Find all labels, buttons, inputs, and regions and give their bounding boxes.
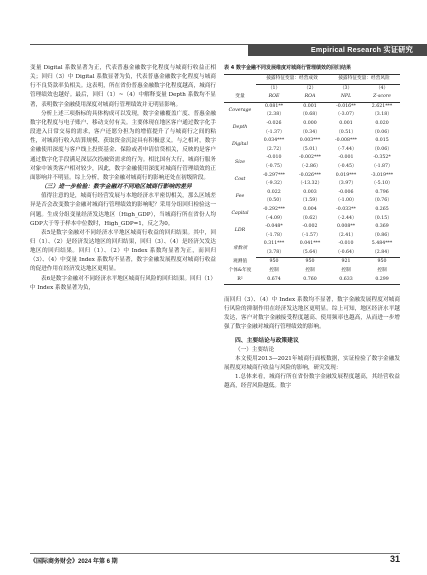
coefficient-cell: 0.041*** bbox=[299, 241, 321, 247]
paragraph: 本文使用2013—2021年城商行面板数据，实证检验了数字金融发展程度对城商行收益与风险的影响，研究发现： bbox=[224, 355, 400, 372]
t-stat-cell: （2.41） bbox=[336, 232, 356, 238]
t-stat-cell: （0.06） bbox=[372, 146, 392, 152]
coefficient-cell: 0.796 bbox=[375, 189, 389, 195]
table-row bbox=[224, 172, 400, 181]
table-footer-row bbox=[224, 276, 400, 285]
table-cell: 0.674 bbox=[256, 276, 292, 285]
t-stat-cell: （-7.44） bbox=[335, 146, 357, 152]
page-number: 31 bbox=[389, 554, 400, 564]
paragraph: 值得注意的是，城商行经营发展与本地经济水平密切相关，那么区域差异是否会改变数字金融对城商行管理绩效的影响呢？采用分组回归检验这一问题。生成分组变量经济发达地区（High_GDP），当城商行所在省份人均GDP大于等于样本中位数时，High_GDP=1，反之为0。 bbox=[30, 193, 216, 227]
table-footer-row bbox=[224, 258, 400, 267]
t-stat-cell: （-1.57） bbox=[299, 232, 321, 238]
coefficient-cell: -0.048* bbox=[265, 224, 283, 230]
t-stat-cell: （2.72） bbox=[264, 146, 284, 152]
t-stat-cell: （5.01） bbox=[300, 146, 320, 152]
t-stat-cell: （0.51） bbox=[336, 129, 356, 135]
table-cell: 921 bbox=[341, 259, 351, 265]
coefficient-cell: 0.001 bbox=[303, 103, 317, 109]
coefficient-cell: -0.001 bbox=[338, 155, 354, 161]
subsection-heading: （一）主要结论 bbox=[235, 346, 275, 353]
coefficient-cell: -0.002*** bbox=[298, 155, 322, 161]
table-row bbox=[224, 102, 400, 111]
table-row bbox=[224, 240, 400, 249]
left-text-column bbox=[30, 64, 216, 293]
t-stat-cell: （-0.75） bbox=[263, 163, 285, 169]
coefficient-cell: -0.026*** bbox=[298, 172, 322, 178]
table-cell: 0.299 bbox=[364, 276, 400, 285]
t-stat-cell: （3.78） bbox=[256, 249, 292, 258]
t-stat-cell: （3.18） bbox=[372, 112, 392, 118]
t-stat-cell: （2.38） bbox=[264, 112, 284, 118]
table-column-header: ROE bbox=[256, 93, 292, 102]
t-stat-cell: （-1.87） bbox=[371, 163, 393, 169]
results-table bbox=[224, 74, 400, 285]
right-text-column bbox=[224, 296, 400, 392]
table-row-label: Coverage bbox=[228, 108, 252, 114]
table-header-row bbox=[224, 93, 400, 102]
t-stat-cell: （2.84） bbox=[364, 249, 400, 258]
coefficient-cell: 2.621*** bbox=[371, 103, 393, 109]
t-stat-cell: （-1.00） bbox=[335, 198, 357, 204]
table-column-number: （3） bbox=[339, 85, 353, 91]
coefficient-cell: 0.003*** bbox=[299, 138, 321, 144]
table-row bbox=[224, 206, 400, 215]
regression-table bbox=[224, 64, 400, 285]
t-stat-cell: （0.62） bbox=[300, 215, 320, 221]
t-stat-cell: （5.64） bbox=[292, 249, 328, 258]
footer-rule bbox=[30, 553, 400, 554]
paragraph: 而回归（3）、（4）中 Index 系数均不显著，数字金融发展程度对城商行风险的抑制作用在经济发达地区更明显。综上可知，地区经济水平越发达，客户对数字金融接受程度越高、使用频率也越高，从而进一步增强了数字金融对城商行管理绩效的影响。 bbox=[224, 297, 400, 331]
t-stat-cell: （3.97） bbox=[336, 181, 356, 187]
table-row-label: 观测值 bbox=[232, 259, 248, 265]
table-cell: 950 bbox=[305, 259, 315, 265]
coefficient-cell: 0.081** bbox=[264, 103, 284, 109]
subsection-heading: （三）进一步检验：数字金融对不同地区城商行影响的差异 bbox=[41, 184, 192, 191]
coefficient-cell: 0.022 bbox=[267, 189, 281, 195]
table-column-number: （1） bbox=[267, 85, 281, 91]
coefficient-cell: -0.026 bbox=[266, 120, 282, 126]
table-column-header: ROA bbox=[292, 93, 328, 102]
t-stat-cell: （-2.44） bbox=[335, 215, 357, 221]
coefficient-cell: 0.008** bbox=[336, 224, 356, 230]
table-column-header: NPL bbox=[328, 93, 364, 102]
table-cell: 950 bbox=[269, 259, 279, 265]
table-cell: 0.760 bbox=[292, 276, 328, 285]
paragraph: 变量 Digital 系数显著为正，代表普惠金融数字化程度与城商行收益正相关；回归（3）中 Digital 系数显著为负，代表普惠金融数字化程度与城商行不良贷款率负相关。这表明，所在省份普惠金融数字化程度越高，城商行管理绩效也越好。最后，回归（1）~（4）中解释变量 Depth 系数均不显著，表明数字金融使用深度对城商行管理绩效并无明显影响。 bbox=[30, 65, 216, 108]
coefficient-cell: 5.484*** bbox=[371, 241, 393, 247]
table-corner-cell bbox=[224, 84, 256, 93]
coefficient-cell: -0.010 bbox=[266, 155, 282, 161]
table-row-label: Size bbox=[235, 159, 245, 165]
coefficient-cell: 0.369 bbox=[375, 224, 389, 230]
coefficient-cell: -0.297*** bbox=[262, 172, 286, 178]
coefficient-cell: 0.004 bbox=[303, 206, 317, 212]
section-header-band: Empirical Research 实证研究 bbox=[248, 44, 427, 56]
table-group-header-row bbox=[224, 75, 400, 85]
t-stat-cell: （-9.32） bbox=[263, 181, 285, 187]
table-row-label: 常数项 bbox=[232, 245, 248, 251]
table-column-number: （2） bbox=[303, 85, 317, 91]
coefficient-cell: -0.352* bbox=[373, 155, 391, 161]
table-group-header: 披露特征变量：经营风险 bbox=[328, 75, 400, 85]
paragraph: 分析上述三项指标的具体构成可以发现，数字金融覆盖广度、普惠金融数字化程度与电子账户、移动支付有关。主要体现在地区客户通过数字化手段进入日常交易的需求，客户还愿分担为的增值提升了与城商行之间的粘性，对城商行收入结算规模、获取资金沉淀具有积极意义。与之相对，数字金融使用深度与客户线上投资基金、保险或者申请信贷相关，反映的是客户通过数字化手段满足深层次投融资需求的行为。相比国有大行，城商行服务对象中该类客户相对较少，因此，数字金融使用深度对城商行管理绩效的正面影响并不明显。综上分析，数字金融对城商行的影响还处在初级阶段。 bbox=[30, 110, 216, 181]
table-column-number: （4） bbox=[375, 85, 389, 91]
table-row-label: LDR bbox=[234, 228, 246, 234]
journal-footer: 《国际商务财会》2024 年第 6 期 bbox=[30, 559, 118, 565]
table-row-label: Fee bbox=[235, 194, 245, 200]
table-colnum-row bbox=[224, 84, 400, 93]
header-rule bbox=[30, 44, 248, 45]
table-cell: 控制 bbox=[377, 268, 387, 274]
t-stat-cell: （0.15） bbox=[372, 215, 392, 221]
t-stat-cell: （0.68） bbox=[300, 112, 320, 118]
coefficient-cell: -0.006 bbox=[338, 189, 354, 195]
paragraph: 表5是数字金融对不同经济水平地区城商行收益的回归结果。其中，回归（1）、（2）是经济发达地区的回归结果，回归（3）、（4）是经济欠发达地区的回归结果。回归（1）、（2）中 Index 系数均显著为正，而回归（3）、（4）中变量 Index 系数均不显著，数字金融发展程度对城商行收益的促进作用在经济发达地区更明显。 bbox=[30, 229, 216, 273]
t-stat-cell: （1.59） bbox=[300, 198, 320, 204]
coefficient-cell: 0.020 bbox=[375, 120, 389, 126]
table-cell: 0.633 bbox=[328, 276, 364, 285]
t-stat-cell: （-0.45） bbox=[335, 163, 357, 169]
coefficient-cell: -0.292*** bbox=[262, 206, 286, 212]
table-cell: 950 bbox=[377, 259, 387, 265]
t-stat-cell: （0.34） bbox=[300, 129, 320, 135]
t-stat-cell: （0.06） bbox=[372, 129, 392, 135]
t-stat-cell: （0.86） bbox=[372, 232, 392, 238]
table-row-label: Cost bbox=[234, 176, 246, 182]
coefficient-cell: 0.000 bbox=[303, 120, 317, 126]
t-stat-cell: （-13.32） bbox=[297, 181, 323, 187]
coefficient-cell: 0.034*** bbox=[263, 138, 285, 144]
coefficient-cell: 0.265 bbox=[375, 206, 389, 212]
table-row bbox=[224, 120, 400, 129]
t-stat-cell: （-0.64） bbox=[328, 249, 364, 258]
table-row-label: Capital bbox=[231, 211, 249, 217]
coefficient-cell: 0.015 bbox=[375, 138, 389, 144]
t-stat-cell: （-5.10） bbox=[371, 181, 393, 187]
coefficient-cell: 0.001 bbox=[339, 120, 353, 126]
t-stat-cell: （-1.37） bbox=[263, 129, 285, 135]
t-stat-cell: （-4.09） bbox=[263, 215, 285, 221]
coefficient-cell: -0.016** bbox=[336, 103, 356, 109]
table-column-header: Z-score bbox=[364, 93, 400, 102]
coefficient-cell: 0.311*** bbox=[263, 241, 285, 247]
coefficient-cell: -0.002 bbox=[302, 224, 318, 230]
table-row-label: R² bbox=[224, 276, 256, 285]
t-stat-cell: （0.50） bbox=[264, 198, 284, 204]
table-group-header: 披露特征变量：经营成效 bbox=[256, 75, 328, 85]
coefficient-cell: -0.010 bbox=[338, 241, 354, 247]
table-footer-row bbox=[224, 267, 400, 276]
coefficient-cell: 0.003 bbox=[303, 189, 317, 195]
coefficient-cell: 0.019*** bbox=[335, 172, 357, 178]
t-stat-cell: （-1.78） bbox=[263, 232, 285, 238]
coefficient-cell: -3.019*** bbox=[371, 172, 394, 178]
table-row bbox=[224, 137, 400, 146]
coefficient-cell: -0.033** bbox=[336, 206, 356, 212]
table-corner-cell bbox=[224, 75, 256, 85]
t-stat-cell: （0.76） bbox=[372, 198, 392, 204]
section-heading: 四、主要结论与政策建议 bbox=[235, 337, 299, 344]
table-row bbox=[224, 154, 400, 163]
t-stat-cell: （-2.86） bbox=[299, 163, 321, 169]
table-row bbox=[224, 189, 400, 198]
table-caption: 表 4 数字金融不同发展维度对城商行管理绩效的回归结果 bbox=[224, 65, 351, 71]
t-stat-cell: （-3.07） bbox=[335, 112, 357, 118]
table-row-label: Depth bbox=[232, 125, 248, 131]
table-row-label: 个体&年度 bbox=[228, 268, 252, 274]
table-cell: 控制 bbox=[305, 268, 315, 274]
table-cell: 控制 bbox=[269, 268, 279, 274]
table-var-header: 变量 bbox=[224, 93, 256, 102]
table-row bbox=[224, 223, 400, 232]
paragraph: 1.总体来看，城商行所在省份数字金融发展程度越高，其经营收益越高，经营风险越低。数字 bbox=[224, 374, 400, 390]
table-cell: 控制 bbox=[341, 268, 351, 274]
paragraph: 表6是数字金融对不同经济水平地区城商行风险的回归结果。回归（1）中 Index 系数显著为负， bbox=[30, 275, 216, 291]
coefficient-cell: -0.008*** bbox=[334, 138, 358, 144]
table-row-label: Digital bbox=[232, 142, 248, 148]
